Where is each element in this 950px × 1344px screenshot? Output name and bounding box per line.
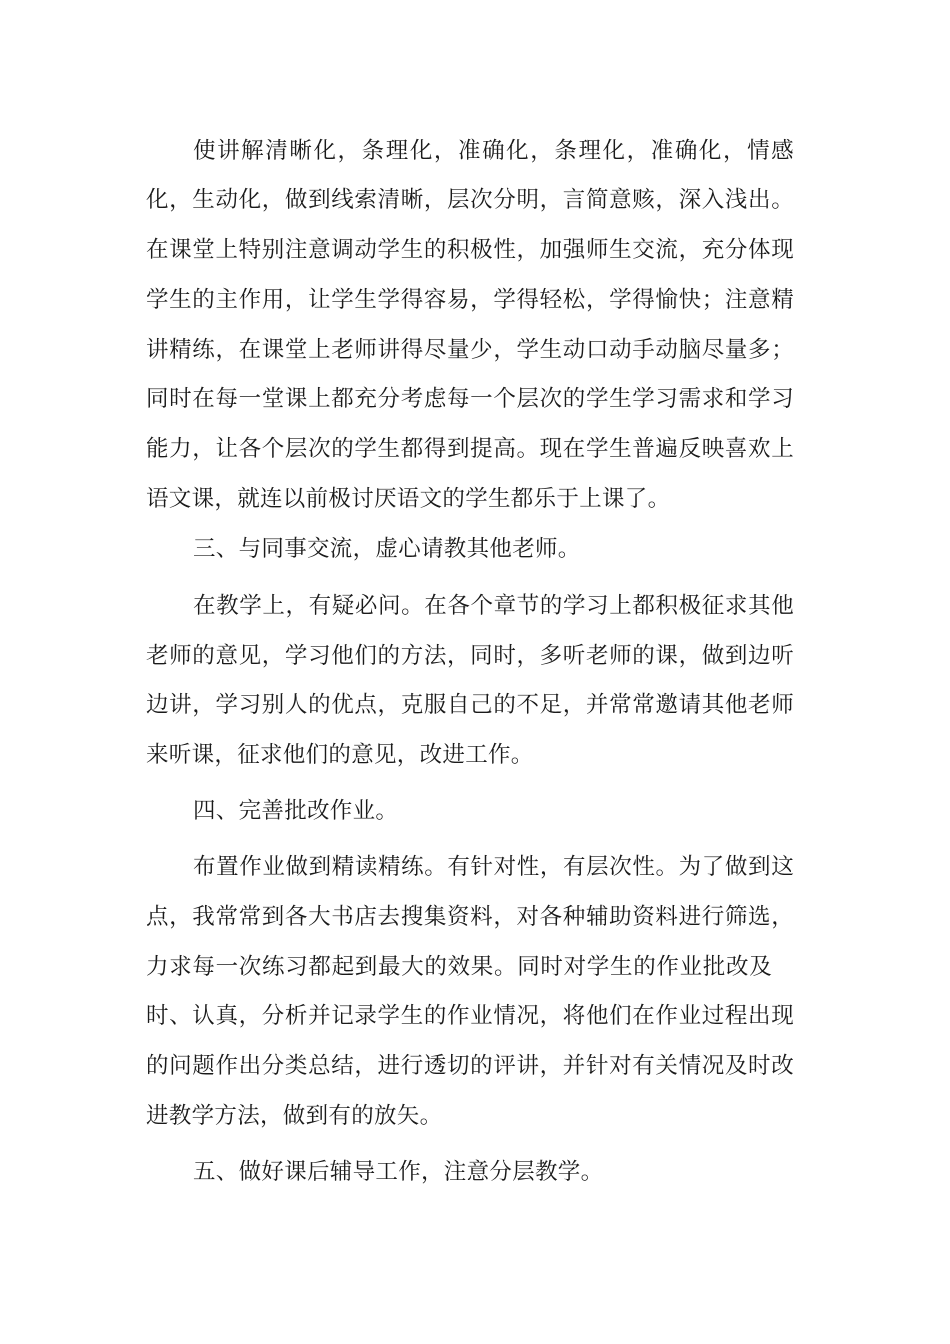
text-line: 化，生动化，做到线索清晰，层次分明，言简意赅，深入浅出。 — [146, 187, 794, 213]
text-line: 来听课，征求他们的意见，改进工作。 — [146, 742, 534, 768]
text-line: 同时在每一堂课上都充分考虑每一个层次的学生学习需求和学习 — [146, 386, 794, 412]
text-line: 布置作业做到精读精练。有针对性，有层次性。为了做到这 — [193, 854, 794, 880]
text-line: 学生的主作用，让学生学得容易，学得轻松，学得愉快；注意精 — [146, 287, 794, 313]
section-heading: 三、与同事交流，虚心请教其他老师。 — [193, 536, 581, 562]
text-line: 的问题作出分类总结，进行透切的评讲，并针对有关情况及时改 — [146, 1053, 794, 1079]
text-line: 在课堂上特别注意调动学生的积极性，加强师生交流，充分体现 — [146, 237, 794, 263]
text-line: 边讲，学习别人的优点，克服自己的不足，并常常邀请其他老师 — [146, 692, 794, 718]
text-line: 进教学方法，做到有的放矢。 — [146, 1103, 443, 1129]
text-line: 在教学上，有疑必问。在各个章节的学习上都积极征求其他 — [193, 593, 794, 619]
text-line: 讲精练，在课堂上老师讲得尽量少，学生动口动手动脑尽量多； — [146, 337, 794, 363]
section-heading: 五、做好课后辅导工作，注意分层教学。 — [193, 1159, 604, 1185]
text-line: 使讲解清晰化，条理化，准确化，条理化，准确化，情感 — [193, 138, 794, 164]
text-line: 时、认真，分析并记录学生的作业情况，将他们在作业过程出现 — [146, 1003, 794, 1029]
text-line: 能力，让各个层次的学生都得到提高。现在学生普遍反映喜欢上 — [146, 436, 794, 462]
text-line: 点，我常常到各大书店去搜集资料，对各种辅助资料进行筛选， — [146, 904, 794, 930]
section-heading: 四、完善批改作业。 — [193, 798, 399, 824]
text-line: 力求每一次练习都起到最大的效果。同时对学生的作业批改及 — [146, 954, 772, 980]
text-line: 老师的意见，学习他们的方法，同时，多听老师的课，做到边听 — [146, 643, 794, 669]
text-line: 语文课，就连以前极讨厌语文的学生都乐于上课了。 — [146, 486, 671, 512]
